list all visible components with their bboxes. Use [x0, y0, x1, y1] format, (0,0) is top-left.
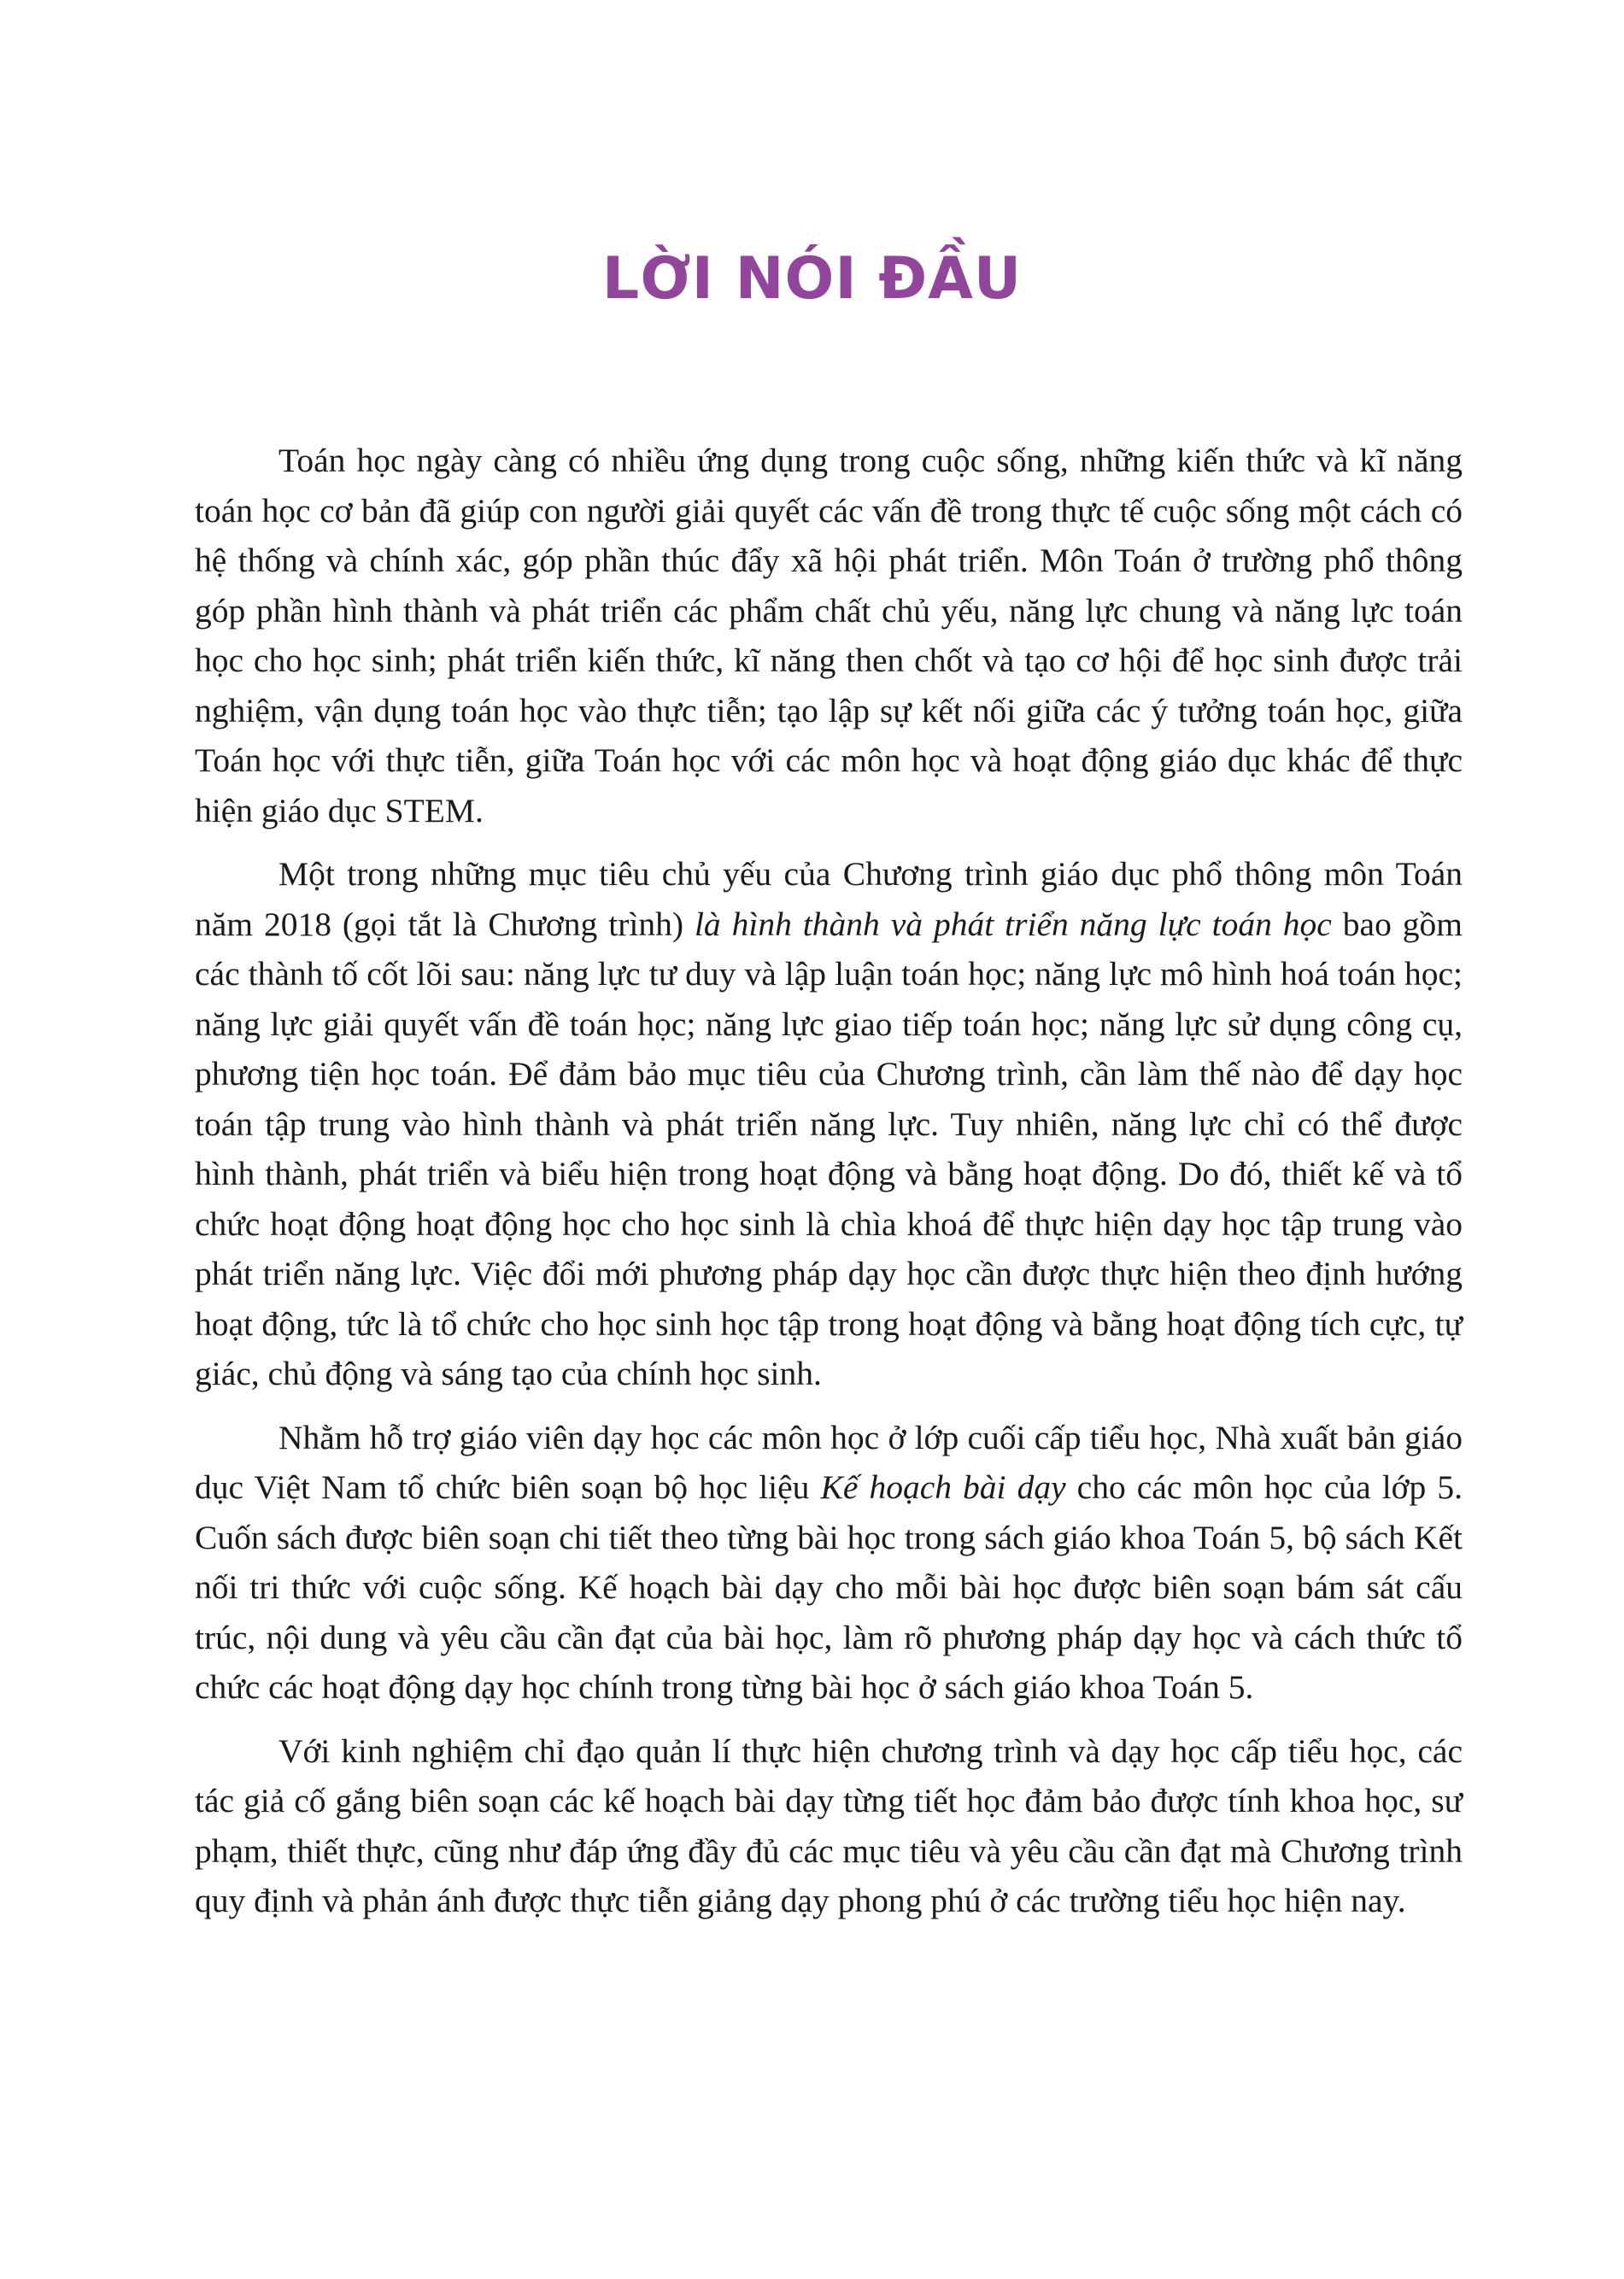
paragraph-3 — [195, 1413, 1463, 1713]
paragraph-4: Với kinh nghiệm chỉ đạo quản lí thực hiện chương trình và dạy học cấp tiểu học, các tác giả cố gắng biên soạn các kế hoạch bài dạy từng tiết học đảm bảo được tính khoa học, sư phạm, thiết thực, cũng như đáp ứng đầy đủ các mục tiêu và yêu cầu cần đạt mà Chương trình quy định và phản ánh được thực tiễn giảng dạy phong phú ở các trường tiểu học hiện nay. — [195, 1731, 1463, 1919]
paragraph-2-text-end: bao gồm các thành tố cốt lõi sau: năng lực tư duy và lập luận toán học; năng lực mô hình hoá toán học; năng lực giải quyết vấn đề toán học; năng lực giao tiếp toán học; năng lực sử dụng công cụ, phương tiện học toán. Để đảm bảo mục tiêu của Chương trình, cần làm thế nào để dạy học toán tập trung vào hình thành và phát triển năng lực. Tuy nhiên, năng lực chỉ có thể được hình thành, phát triển và biểu hiện trong hoạt động và bằng hoạt động. Do đó, thiết kế và tổ chức hoạt động hoạt động học cho học sinh là chìa khoá để thực hiện dạy học tập trung vào phát triển năng lực. Việc đổi mới phương pháp dạy học cần được thực hiện theo định hướng hoạt động, tức là tổ chức cho học sinh học tập trong hoạt động và bằng hoạt động tích cực, tự giác, chủ động và sáng tạo của chính học sinh. — [195, 905, 1463, 1392]
preface-body — [195, 436, 1463, 1940]
paragraph-3-text-end: cho các môn học của lớp 5. Cuốn sách được biên soạn chi tiết theo từng bài học trong sách giáo khoa Toán 5, bộ sách Kết nối tri thức với cuộc sống. Kế hoạch bài dạy cho mỗi bài học được biên soạn bám sát cấu trúc, nội dung và yêu cầu cần đạt của bài học, làm rõ phương pháp dạy học và cách thức tổ chức các hoạt động dạy học chính trong từng bài học ở sách giáo khoa Toán 5. — [195, 1468, 1463, 1706]
paragraph-1: Toán học ngày càng có nhiều ứng dụng trong cuộc sống, những kiến thức và kĩ năng toán học cơ bản đã giúp con người giải quyết các vấn đề trong thực tế cuộc sống một cách có hệ thống và chính xác, góp phần thúc đẩy xã hội phát triển. Môn Toán ở trường phổ thông góp phần hình thành và phát triển các phẩm chất chủ yếu, năng lực chung và năng lực toán học cho học sinh; phát triển kiến thức, kĩ năng then chốt và tạo cơ hội để học sinh được trải nghiệm, vận dụng toán học vào thực tiễn; tạo lập sự kết nối giữa các ý tưởng toán học, giữa Toán học với thực tiễn, giữa Toán học với các môn học và hoạt động giáo dục khác để thực hiện giáo dục STEM. — [195, 442, 1463, 829]
page-title: LỜI NÓI ĐẦU — [601, 245, 1023, 313]
paragraph-2-text-start: Một trong những mục tiêu chủ yếu của Chương trình giáo dục phổ thông môn Toán năm 2018 (gọi tắt là Chương trình) — [195, 855, 1463, 943]
paragraph-2 — [195, 849, 1463, 1399]
paragraph-3-italic-phrase: Kế hoạch bài dạy — [820, 1468, 1066, 1506]
paragraph-2-italic-phrase: là hình thành và phát triển năng lực toán học — [694, 905, 1332, 943]
paragraph-3-text-start: Nhằm hỗ trợ giáo viên dạy học các môn học ở lớp cuối cấp tiểu học, Nhà xuất bản giáo dục Việt Nam tổ chức biên soạn bộ học liệu — [195, 1418, 1463, 1506]
